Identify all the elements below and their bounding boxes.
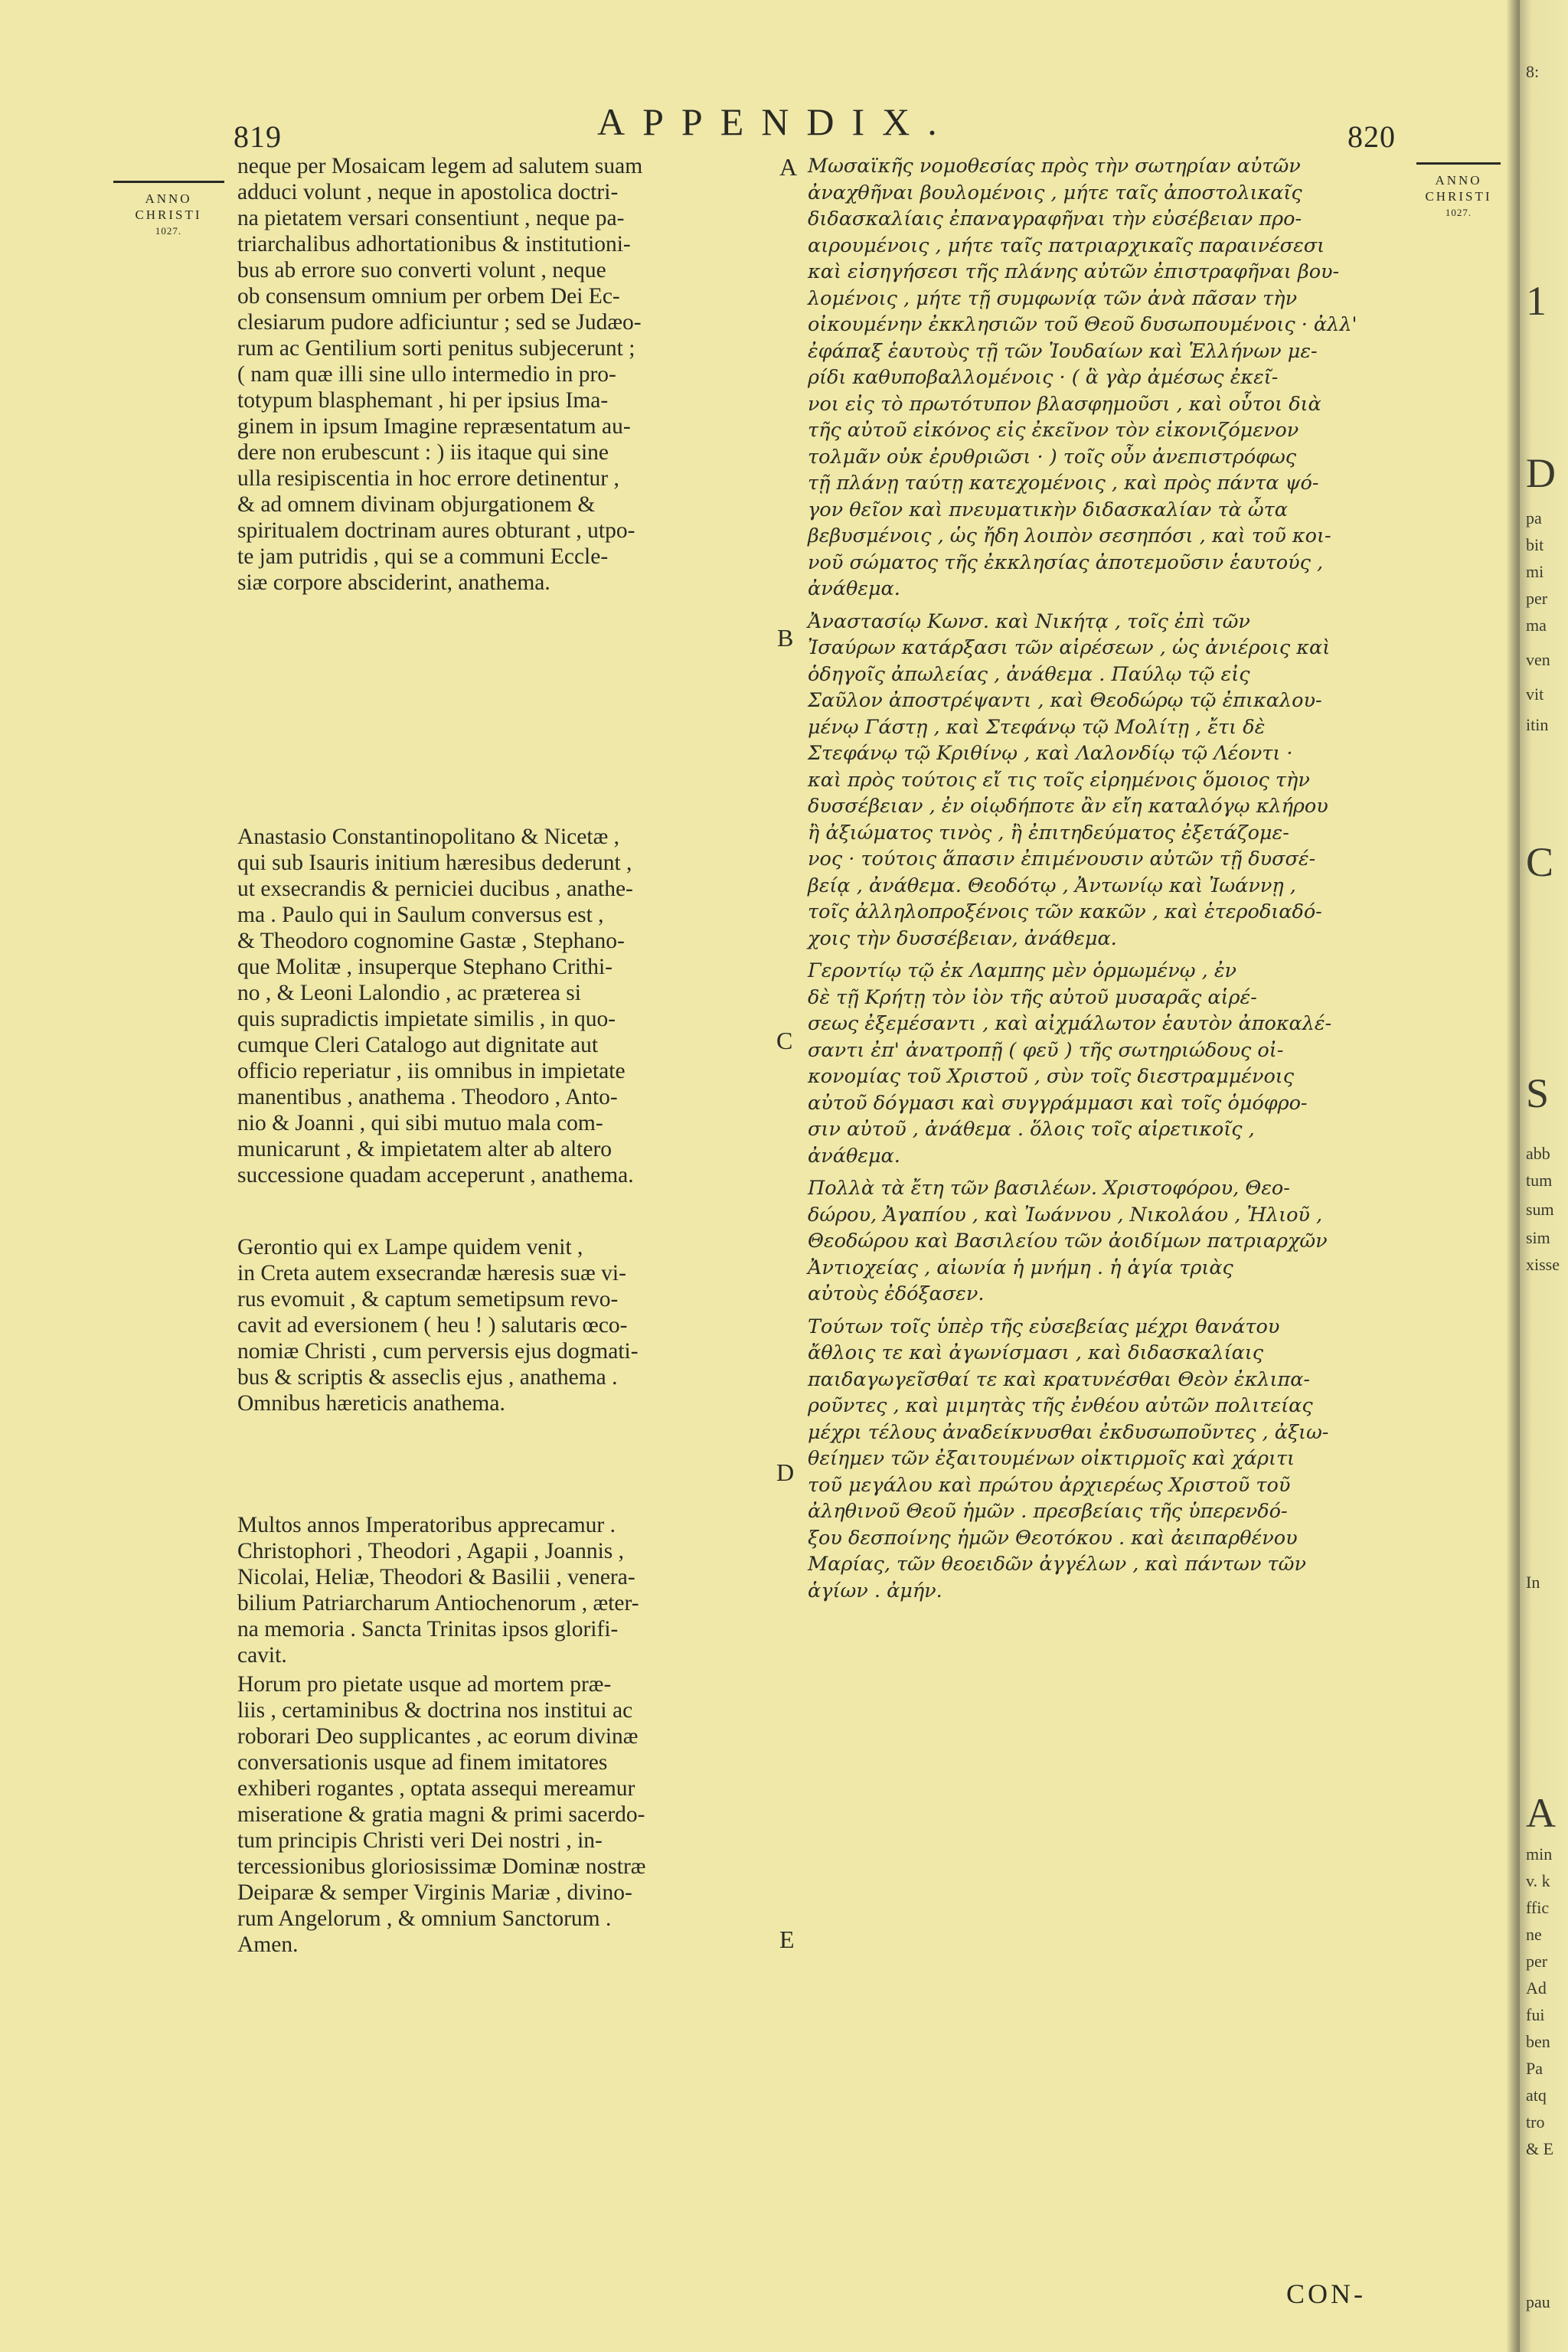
text-line: βείᾳ , ἀνάθεμα. Θεοδότῳ , Ἀντωνίῳ καὶ Ἰωάννῃ , (808, 874, 1296, 897)
text-line: ulla resipiscentia in hoc errore detinentur , (237, 466, 619, 491)
facing-fragment: per (1526, 589, 1548, 608)
text-line: cavit. (237, 1643, 287, 1668)
text-line: roborari Deo supplicantes , ac eorum divinæ (237, 1724, 639, 1749)
text-line: miseratione & gratia magni & primi sacerdo- (237, 1802, 645, 1827)
text-line: siæ corpore absciderint, anathema. (237, 570, 550, 595)
facing-fragment: ven (1526, 650, 1550, 669)
running-head: APPENDIX. (597, 100, 955, 143)
text-line: δυσσέβειαν , ἐν οἱῳδήποτε ἂν εἴη καταλόγῳ κλήρου (808, 795, 1328, 818)
text-line: liis , certaminibus & doctrina nos institui ac (237, 1698, 633, 1723)
text-line: Horum pro pietate usque ad mortem præ- (237, 1672, 612, 1697)
text-line: Omnibus hæreticis anathema. (237, 1391, 505, 1416)
section-marker-a: A (779, 153, 798, 181)
margin-note-christi: CHRISTI (135, 207, 202, 222)
text-line: τοῦ μεγάλου καὶ πρώτου ἀρχιερέως Χριστοῦ τοῦ (808, 1473, 1291, 1497)
greek-paragraph (808, 1314, 1413, 1605)
latin-column (237, 153, 773, 1958)
text-line: officio reperiatur , iis omnibus in impietate (237, 1059, 626, 1083)
text-line: διδασκαλίαις ἐπαναγραφῆναι τὴν εὐσέβειαν προ- (808, 207, 1302, 230)
greek-paragraph (808, 1175, 1413, 1308)
text-line: adduci volunt , neque in apostolica doctri- (237, 180, 619, 204)
text-line: βεβυσμένοις , ὡς ἤδη λοιπὸν σεσηπόσι , καὶ τοῦ κοι- (808, 524, 1331, 547)
facing-fragment: Ad (1526, 1978, 1547, 1998)
margin-note-year: 1027. (155, 225, 182, 237)
text-line: quis supradictis impietate similis , in quo- (237, 1007, 616, 1031)
greek-paragraph (808, 958, 1413, 1169)
text-line: γον θεῖον καὶ πνευματικὴν διδασκαλίαν τὰ ὦτα (808, 498, 1289, 521)
text-line: παιδαγωγεῖσθαί τε καὶ κρατυνέσθαι Θεὸν ἐκλιπα- (808, 1367, 1311, 1391)
text-line: αιρουμένοις , μήτε ταῖς πατριαρχικαῖς παραινέσεσι (808, 234, 1325, 257)
facing-fragment: ffic (1526, 1898, 1550, 1917)
facing-fragment: D (1526, 450, 1556, 496)
text-line: ut exsecrandis & perniciei ducibus , anathe- (237, 877, 633, 901)
text-line: ἀνάθεμα. (808, 1144, 900, 1168)
facing-fragment: min (1526, 1844, 1553, 1864)
text-line: cavit ad eversionem ( heu ! ) salutaris œco- (237, 1313, 628, 1338)
margin-note-right (1401, 162, 1516, 220)
facing-fragment: S (1526, 1070, 1550, 1116)
text-line: Μωσαϊκῆς νομοθεσίας πρὸς τὴν σωτηρίαν αὐτῶν (808, 155, 1301, 178)
text-line: ma . Paulo qui in Saulum conversus est , (237, 903, 604, 927)
page-number-left: 819 (234, 119, 282, 154)
text-line: successione quadam acceperunt , anathema. (237, 1163, 634, 1187)
text-line: λομένοις , μήτε τῇ συμφωνίᾳ τῶν ἀνὰ πᾶσαν τὴν (808, 286, 1298, 310)
facing-fragment: per (1526, 1952, 1548, 1971)
text-line: & ad omnem divinam objurgationem & (237, 492, 596, 517)
text-line: δώρου, Ἀγαπίου , καὶ Ἰωάννου , Νικολάου , Ἠλιοῦ , (808, 1203, 1323, 1227)
text-line: Anastasio Constantinopolitano & Nicetæ , (237, 825, 619, 849)
text-line: νοι εἰς τὸ πρωτότυπον βλασφημοῦσι , καὶ οὗτοι διὰ (808, 392, 1321, 416)
text-line: Multos annos Imperatoribus apprecamur . (237, 1513, 616, 1537)
text-line: μέχρι τέλους ἀναδείκνυσθαι ἐκδυσωποῦντες , ἀξιω- (808, 1420, 1329, 1444)
facing-fragment: vit (1526, 684, 1544, 704)
text-line: spiritualem doctrinam aures obturant , utpo- (237, 518, 635, 543)
text-line: ( nam quæ illi sine ullo intermedio in pro- (237, 362, 616, 387)
facing-fragment: In (1526, 1573, 1540, 1592)
facing-fragment: C (1526, 839, 1554, 885)
text-line: Ἀναστασίῳ Κωνσ. καὶ Νικήτᾳ , τοῖς ἐπὶ τῶν (808, 609, 1250, 633)
margin-rule (113, 181, 224, 183)
text-line: Στεφάνῳ τῷ Κριθίνῳ , καὶ Λαλονδίῳ τῷ Λέοντι · (808, 742, 1293, 765)
text-line: rus evomuit , & captum semetipsum revo- (237, 1287, 619, 1312)
text-line: ἁγίων . ἀμήν. (808, 1579, 942, 1602)
text-line: σαντι ἐπ' ἀνατροπῇ ( φεῦ ) τῆς σωτηριώδους οἰ- (808, 1038, 1284, 1062)
text-line: καὶ πρὸς τούτοις εἴ τις τοῖς εἰρημένοις ὅμοιος τὴν (808, 768, 1310, 792)
text-line: τοῖς ἀλληλοπροξένοις τῶν κακῶν , καὶ ἑτεροδιαδό- (808, 900, 1322, 923)
text-line: ob consensum omnium per orbem Dei Ec- (237, 284, 620, 309)
text-line: manentibus , anathema . Theodoro , Anto- (237, 1085, 618, 1109)
text-line: cumque Cleri Catalogo aut dignitate aut (237, 1033, 599, 1057)
text-line: τῆς αὐτοῦ εἰκόνος εἰς ἐκεῖνον τὸν εἰκονιζόμενον (808, 419, 1299, 442)
text-line: Τούτων τοῖς ὑπὲρ τῆς εὐσεβείας μέχρι θανάτου (808, 1315, 1280, 1338)
text-line: ἀληθινοῦ Θεοῦ ἡμῶν . πρεσβείαις τῆς ὑπερενδό- (808, 1500, 1288, 1523)
text-line: χοις τὴν δυσσέβειαν, ἀνάθεμα. (808, 926, 1117, 950)
facing-fragment: v. k (1526, 1871, 1550, 1890)
text-line: rum ac Gentilium sorti penitus subjecerunt ; (237, 336, 635, 361)
text-line: nomiæ Christi , cum perversis ejus dogmati- (237, 1339, 639, 1364)
text-line: Amen. (237, 1932, 299, 1957)
latin-paragraph (237, 1671, 773, 1958)
facing-fragment: A (1526, 1790, 1556, 1836)
text-line: οἰκουμένην ἐκκλησιῶν τοῦ Θεοῦ δυσωπουμένοις · ἀλλ' (808, 313, 1357, 336)
text-line: αὐτοὺς ἐδόξασεν. (808, 1282, 985, 1305)
latin-paragraph (237, 153, 773, 596)
latin-paragraph (237, 1512, 773, 1668)
text-line: conversationis usque ad finem imitatores (237, 1750, 608, 1775)
text-line: κονομίας τοῦ Χριστοῦ , σὺν τοῖς διεστραμμένοις (808, 1065, 1295, 1088)
facing-fragment: Pa (1526, 2059, 1543, 2078)
catchword: CON- (1286, 2278, 1366, 2309)
text-line: bilium Patriarcharum Antiochenorum , æter- (237, 1591, 639, 1615)
text-line: totypum blasphemant , hi per ipsius Ima- (237, 388, 609, 413)
text-line: neque per Mosaicam legem ad salutem suam (237, 154, 643, 178)
facing-fragment: 8: (1526, 62, 1540, 81)
facing-page-edge (1520, 0, 1568, 2352)
text-line: νος · τούτοις ἅπασιν ἐπιμένουσιν αὐτῶν τῇ δυσσέ- (808, 848, 1316, 871)
section-marker-c: C (776, 1027, 793, 1054)
text-line: na memoria . Sancta Trinitas ipsos glorifi- (237, 1617, 619, 1642)
margin-note-anno: ANNO (1435, 173, 1482, 188)
latin-paragraph (237, 1234, 773, 1416)
facing-fragment: ben (1526, 2032, 1550, 2051)
text-line: ὁδηγοῖς ἀπωλείας , ἀνάθεμα . Παύλῳ τῷ εἰς (808, 662, 1250, 686)
text-line: ροῦντες , καὶ μιμητὰς τῆς ἐνθέου αὐτῶν πολιτείας (808, 1394, 1313, 1417)
text-line: Σαῦλον ἀποστρέψαντι , καὶ Θεοδώρῳ τῷ ἐπικαλου- (808, 689, 1322, 712)
text-line: σεως ἐξεμέσαντι , καὶ αἰχμάλωτον ἑαυτὸν ἀποκαλέ- (808, 1012, 1332, 1035)
facing-fragment: xisse (1526, 1255, 1560, 1274)
facing-fragment: ma (1526, 616, 1547, 635)
facing-fragment: fui (1526, 2005, 1545, 2024)
text-line: αὐτοῦ δόγμασι καὶ συγγράμμασι καὶ τοῖς ὁμόφρο- (808, 1091, 1308, 1115)
facing-fragment: 1 (1526, 278, 1547, 324)
section-marker-d: D (776, 1459, 795, 1486)
greek-paragraph (808, 153, 1413, 603)
facing-fragment: atq (1526, 2086, 1547, 2105)
text-line: tum principis Christi veri Dei nostri , in- (237, 1828, 603, 1853)
section-marker-e: E (779, 1926, 795, 1953)
facing-fragment: mi (1526, 562, 1544, 581)
text-line: ξου δεσποίνης ἡμῶν Θεοτόκου . καὶ ἀειπαρθένου (808, 1526, 1298, 1550)
facing-fragment: itin (1526, 715, 1549, 734)
text-line: σιν αὐτοῦ , ἀνάθεμα . ὅλοις τοῖς αἱρετικοῖς , (808, 1118, 1255, 1141)
text-line: clesiarum pudore adficiuntur ; sed se Judæo- (237, 310, 642, 335)
text-line: Μαρίας, τῶν θεοειδῶν ἀγγέλων , καὶ πάντων τῶν (808, 1553, 1306, 1576)
facing-fragment: tum (1526, 1171, 1553, 1190)
text-line: Γεροντίῳ τῷ ἐκ Λαμπης μὲν ὁρμωμένῳ , ἐν (808, 959, 1237, 982)
text-line: τῇ πλάνῃ ταύτῃ κατεχομένοις , καὶ πρὸς πάντα ψό- (808, 472, 1319, 495)
text-line: ἢ ἀξιώματος τινὸς , ἢ ἐπιτηδεύματος ἐξετάζομε- (808, 821, 1289, 844)
facing-fragment: bit (1526, 535, 1544, 554)
text-line: municarunt , & impietatem alter ab altero (237, 1137, 612, 1161)
text-line: exhiberi rogantes , optata assequi mereamur (237, 1776, 635, 1801)
text-line: bus ab errore suo converti volunt , neque (237, 258, 606, 283)
text-line: in Creta autem exsecrandæ hæresis suæ vi- (237, 1261, 626, 1285)
text-line: νοῦ σώματος τῆς ἐκκλησίας ἀποτεμοῦσιν ἑαυτούς , (808, 550, 1324, 574)
text-line: qui sub Isauris initium hæresibus dederunt , (237, 851, 632, 875)
text-line: θείημεν τῶν ἐξαιτουμένων οἰκτιρμοῖς καὶ χάριτι (808, 1447, 1295, 1470)
margin-rule (1416, 162, 1501, 165)
text-line: Θεοδώρου καὶ Βασιλείου τῶν ἀοιδίμων πατριαρχῶν (808, 1230, 1328, 1253)
text-line: ἐφάπαξ ἑαυτοὺς τῇ τῶν Ἰουδαίων καὶ Ἑλλήνων με- (808, 339, 1318, 363)
text-line: Ἰσαύρων κατάρξασι τῶν αἱρέσεων , ὡς ἀνιέροις καὶ (808, 636, 1331, 659)
facing-fragment: abb (1526, 1144, 1550, 1163)
text-line: ginem in ipsum Imagine repræsentatum au- (237, 414, 631, 439)
margin-note-year: 1027. (1445, 207, 1472, 218)
text-line: ἄθλοις τε καὶ ἀγωνίσμασι , καὶ διδασκαλίαις (808, 1341, 1264, 1364)
text-line: & Theodoro cognomine Gastæ , Stephano- (237, 929, 625, 953)
text-line: Ἀντιοχείας , αἰωνία ἡ μνήμη . ἡ ἁγία τριὰς (808, 1256, 1233, 1279)
text-line: ἀναχθῆναι βουλομένοις , μήτε ταῖς ἀποστολικαῖς (808, 181, 1302, 204)
text-line: Πολλὰ τὰ ἔτη τῶν βασιλέων. Χριστοφόρου, Θεο- (808, 1177, 1290, 1200)
text-line: bus & scriptis & asseclis ejus , anathema . (237, 1365, 618, 1390)
text-line: nio & Joanni , qui sibi mutuo mala com- (237, 1111, 603, 1135)
text-line: na pietatem versari consentiunt , neque pa- (237, 206, 625, 230)
latin-paragraph (237, 824, 773, 1188)
text-line: que Molitæ , insuperque Stephano Crithi- (237, 955, 612, 979)
text-line: tercessionibus gloriosissimæ Dominæ nostræ (237, 1854, 646, 1879)
section-marker-b: B (777, 624, 794, 652)
text-line: Nicolai, Heliæ, Theodori & Basilii , venera- (237, 1565, 635, 1589)
text-line: triarchalibus adhortationibus & institutioni- (237, 232, 631, 256)
facing-fragment: ne (1526, 1925, 1542, 1944)
margin-note-anno: ANNO (145, 191, 192, 206)
greek-column (808, 153, 1413, 1604)
text-line: τολμᾶν οὐκ ἐρυθριῶσι · ) τοῖς οὖν ἀνεπιστρόφως (808, 445, 1297, 469)
page-number-right: 820 (1348, 119, 1396, 154)
facing-fragment: sum (1526, 1200, 1554, 1219)
text-line: καὶ εἰσηγήσεσι τῆς πλάνης αὐτῶν ἐπιστραφῆναι βου- (808, 260, 1340, 283)
text-line: μένῳ Γάστῃ , καὶ Στεφάνῳ τῷ Μολίτῃ , ἔτι δὲ (808, 715, 1266, 739)
text-line: ἀνάθεμα. (808, 577, 900, 600)
text-line: Gerontio qui ex Lampe quidem venit , (237, 1235, 583, 1259)
greek-paragraph (808, 609, 1413, 952)
facing-fragment: pau (1526, 2292, 1550, 2311)
facing-fragment: pa (1526, 508, 1542, 528)
facing-fragment: & E (1526, 2139, 1554, 2158)
text-line: te jam putridis , qui se a communi Eccle- (237, 544, 609, 569)
facing-fragment: sim (1526, 1228, 1550, 1247)
text-line: ρίδι καθυποβαλλομένοις · ( ἃ γὰρ ἀμέσως ἐκεῖ- (808, 366, 1279, 389)
text-line: dere non erubescunt : ) iis itaque qui sine (237, 440, 609, 465)
facing-fragment: tro (1526, 2112, 1545, 2132)
margin-note-left (107, 181, 230, 239)
text-line: Deiparæ & semper Virginis Mariæ , divino- (237, 1880, 632, 1905)
text-line: δὲ τῇ Κρήτῃ τὸν ἰὸν τῆς αὐτοῦ μυσαρᾶς αἱρέ- (808, 985, 1257, 1009)
text-line: no , & Leoni Lalondio , ac præterea si (237, 981, 581, 1005)
margin-note-christi: CHRISTI (1425, 189, 1492, 204)
text-line: rum Angelorum , & omnium Sanctorum . (237, 1906, 612, 1931)
text-line: Christophori , Theodori , Agapii , Joannis , (237, 1539, 625, 1563)
